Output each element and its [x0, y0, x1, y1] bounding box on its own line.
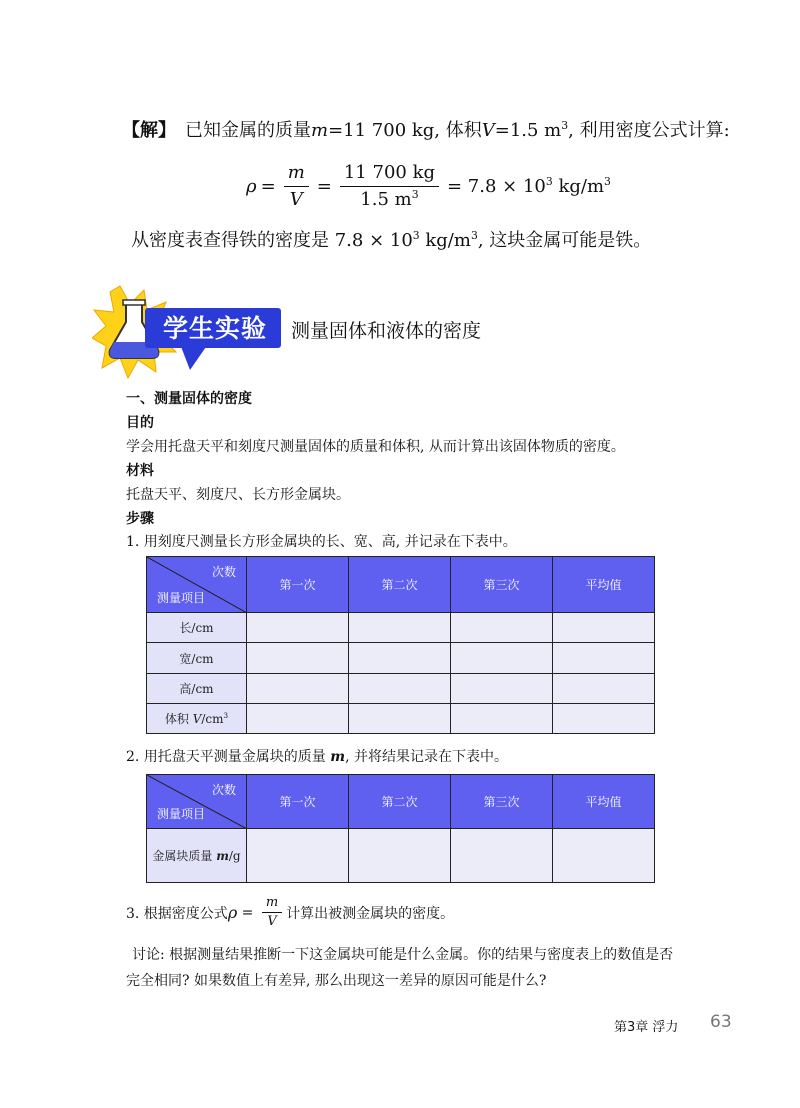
- purpose-heading: 目的: [126, 415, 154, 431]
- materials-heading: 材料: [126, 463, 154, 479]
- data-cell[interactable]: [247, 673, 349, 703]
- step3-suffix: 计算出被测金属块的密度。: [286, 905, 455, 922]
- header-item-label: 测量项目: [157, 807, 206, 821]
- step3-fraction: [262, 894, 282, 931]
- data-cell[interactable]: [451, 613, 553, 643]
- conclusion-exponent: 3: [412, 229, 420, 242]
- fraction-values: [340, 160, 439, 213]
- step-3: [126, 894, 454, 931]
- header-item-label: 测量项目: [157, 591, 206, 606]
- solution-given-line: [185, 116, 730, 142]
- column-header: 第一次: [247, 557, 349, 613]
- table-row: [147, 613, 655, 643]
- result-unit-exponent: 3: [604, 175, 611, 188]
- page-number: 63: [710, 1012, 732, 1032]
- given-suffix: , 利用密度公式计算:: [568, 120, 730, 141]
- data-cell[interactable]: [349, 673, 451, 703]
- column-header: 第三次: [451, 557, 553, 613]
- steps-heading: 步骤: [126, 511, 154, 527]
- rho-symbol: ρ: [246, 176, 257, 197]
- column-header: 平均值: [553, 557, 655, 613]
- table-row: [147, 703, 655, 733]
- data-cell[interactable]: [553, 673, 655, 703]
- table-row: [147, 829, 655, 883]
- step3-rho: ρ: [227, 903, 238, 922]
- data-cell[interactable]: [349, 703, 451, 733]
- data-cell[interactable]: [349, 613, 451, 643]
- step3-denominator: V: [267, 914, 277, 929]
- volume-exponent: 3: [561, 119, 569, 132]
- solution-conclusion: [131, 226, 651, 252]
- fraction-m-over-v: [284, 160, 309, 213]
- data-cell[interactable]: [553, 613, 655, 643]
- step-1: 1. 用刻度尺测量长方形金属块的长、宽、高, 并记录在下表中。: [126, 534, 517, 550]
- row-label: 高/cm: [147, 673, 247, 703]
- numerator-mass: 11 700 kg: [343, 162, 435, 183]
- experiment-title: 测量固体和液体的密度: [291, 320, 482, 342]
- table-header-row: [147, 775, 655, 829]
- given-prefix: 已知金属的质量: [185, 120, 311, 141]
- discussion-line-2: 完全相同? 如果数值上有差异, 那么出现这一差异的原因可能是什么?: [126, 973, 547, 989]
- step3-text: 3. 根据密度公式: [126, 905, 228, 922]
- step2-mass-symbol: m: [330, 749, 346, 765]
- row-label: 宽/cm: [147, 643, 247, 673]
- data-cell[interactable]: [247, 829, 349, 883]
- denominator-volume: 1.5 m: [360, 189, 412, 210]
- row-label-volume: [147, 703, 247, 733]
- result-exponent: 3: [545, 175, 553, 188]
- data-cell[interactable]: [553, 643, 655, 673]
- column-header: 平均值: [553, 775, 655, 829]
- mass-label: 金属块质量: [152, 849, 217, 863]
- step2-text: 2. 用托盘天平测量金属块的质量: [126, 749, 331, 765]
- data-cell[interactable]: [553, 703, 655, 733]
- data-cell[interactable]: [553, 829, 655, 883]
- volume-value: =1.5 m: [494, 120, 562, 141]
- mass-symbol-cell: m: [216, 849, 229, 863]
- data-cell[interactable]: [451, 673, 553, 703]
- equals-sign-2: =: [316, 176, 332, 197]
- data-cell[interactable]: [349, 643, 451, 673]
- table-header-row: [147, 557, 655, 613]
- chapter-label: 第3章 浮力: [614, 1020, 679, 1035]
- conclusion-unit: kg/m: [419, 230, 471, 251]
- density-formula: [246, 160, 611, 213]
- data-cell[interactable]: [247, 643, 349, 673]
- volume-unit: /cm: [201, 711, 224, 726]
- discussion-line-1: 讨论: 根据测量结果推断一下这金属块可能是什么金属。你的结果与密度表上的数值是否: [132, 947, 674, 963]
- measurement-table-2: [146, 774, 655, 883]
- result-unit: kg/m: [552, 176, 605, 197]
- data-cell[interactable]: [247, 613, 349, 643]
- diagonal-header-cell: [147, 775, 247, 829]
- step2-suffix: , 并将结果记录在下表中。: [345, 749, 508, 765]
- data-cell[interactable]: [349, 829, 451, 883]
- mass-unit: /g: [228, 849, 241, 863]
- step3-numerator: m: [265, 895, 279, 910]
- equals-sign: =: [260, 176, 276, 197]
- column-header: 第二次: [349, 557, 451, 613]
- data-cell[interactable]: [451, 643, 553, 673]
- purpose-text: 学会用托盘天平和刻度尺测量固体的质量和体积, 从而计算出该固体物质的密度。: [126, 439, 625, 455]
- column-header: 第三次: [451, 775, 553, 829]
- mass-symbol: m: [311, 120, 329, 141]
- header-count-label: 次数: [211, 565, 236, 579]
- step-2: [126, 746, 508, 766]
- diagonal-header-cell: [147, 557, 247, 613]
- header-count-label: 次数: [211, 783, 236, 797]
- mass-value: =11 700 kg, 体积: [328, 120, 482, 141]
- numerator-m: m: [287, 162, 305, 183]
- volume-unit-exponent: 3: [223, 710, 229, 720]
- volume-symbol-cell: V: [192, 711, 202, 726]
- conclusion-unit-exponent: 3: [470, 229, 478, 242]
- conclusion-suffix: , 这块金属可能是铁。: [477, 230, 652, 251]
- denominator-exponent: 3: [411, 188, 419, 201]
- formula-result: [447, 176, 611, 197]
- step3-equals: =: [237, 904, 258, 921]
- conclusion-text: 从密度表查得铁的密度是 7.8 × 10: [131, 230, 413, 251]
- data-cell[interactable]: [451, 703, 553, 733]
- experiment-badge: 学生实验: [163, 314, 268, 343]
- solution-mark: 【解】: [122, 120, 176, 141]
- measurement-table-1: [146, 556, 655, 734]
- result-value: = 7.8 × 10: [447, 176, 546, 197]
- data-cell[interactable]: [451, 829, 553, 883]
- row-label: 长/cm: [147, 613, 247, 643]
- section-heading: 一、测量固体的密度: [126, 391, 252, 407]
- volume-symbol: V: [481, 120, 495, 141]
- table-row: [147, 643, 655, 673]
- volume-label: 体积: [164, 711, 193, 726]
- table-row: [147, 673, 655, 703]
- denominator-v: V: [289, 189, 303, 210]
- row-label-mass: [147, 829, 247, 883]
- column-header: 第一次: [247, 775, 349, 829]
- materials-text: 托盘天平、刻度尺、长方形金属块。: [126, 487, 350, 503]
- column-header: 第二次: [349, 775, 451, 829]
- data-cell[interactable]: [247, 703, 349, 733]
